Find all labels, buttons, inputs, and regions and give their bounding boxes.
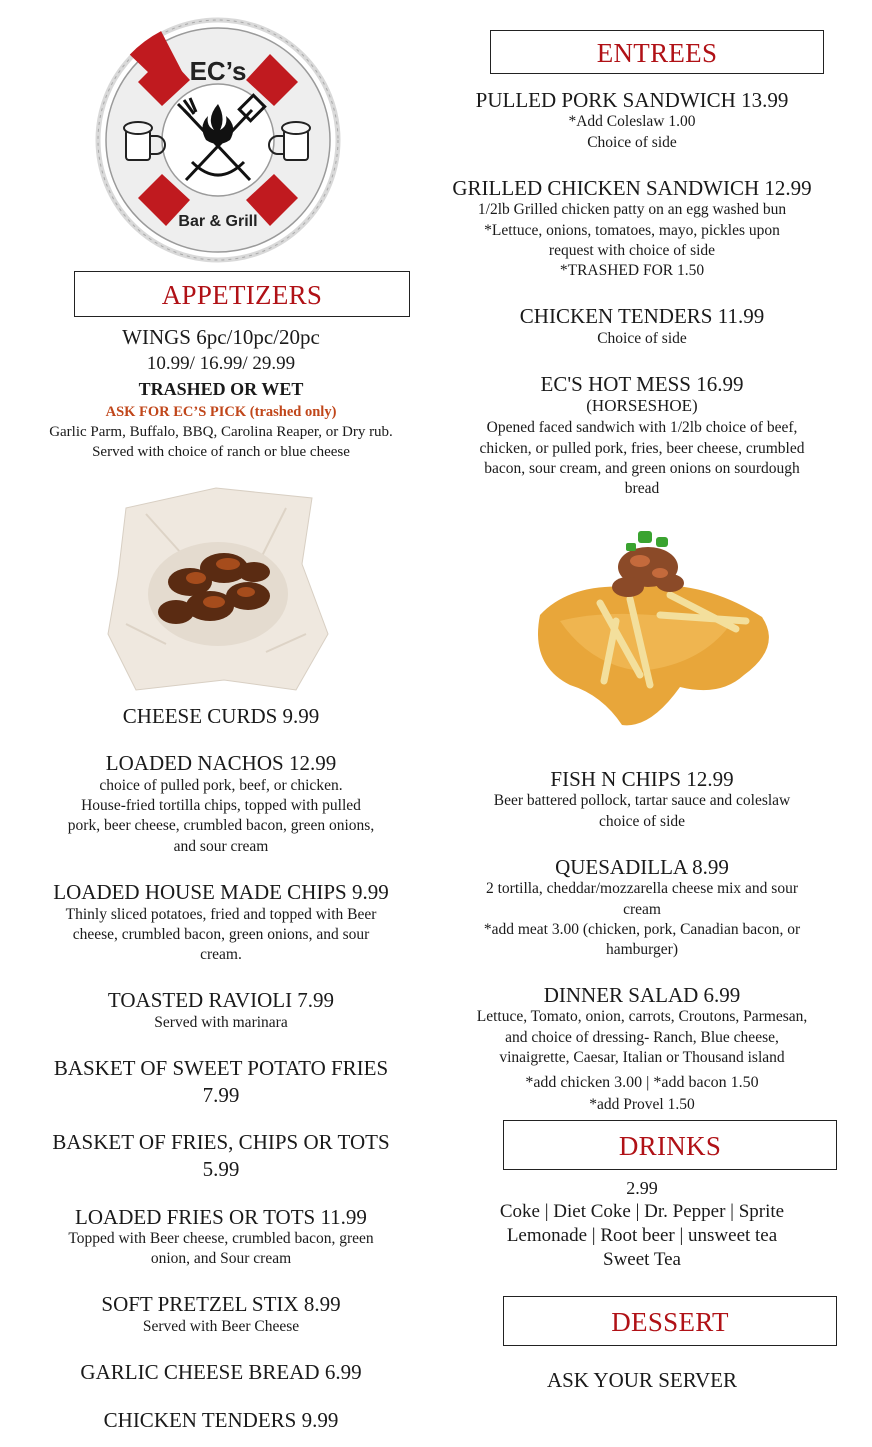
salad-addon: *add Provel 1.50: [589, 1096, 695, 1113]
drinks-heading: [503, 1120, 837, 1170]
dessert-text: ASK YOUR SERVER: [546, 1368, 738, 1392]
pulled-pork-title: PULLED PORK SANDWICH 13.99: [475, 88, 789, 112]
quesadilla-line: 2 tortilla, cheddar/mozzarella cheese mix and sour: [485, 880, 799, 897]
hot-mess-photo: [530, 525, 780, 735]
entree-tenders-desc: Choice of side: [597, 330, 687, 347]
drinks-line: Sweet Tea: [603, 1249, 681, 1270]
wings-flavors: Garlic Parm, Buffalo, BBQ, Carolina Reaper, or Dry rub.: [49, 424, 393, 440]
fish-line: Beer battered pollock, tartar sauce and coleslaw: [493, 792, 791, 809]
loaded-nachos-line: House-fried tortilla chips, topped with pulled: [81, 797, 361, 814]
loaded-nachos-line: pork, beer cheese, crumbled bacon, green onions,: [67, 817, 375, 834]
appetizer-tenders-title: CHICKEN TENDERS 9.99: [103, 1408, 339, 1432]
dessert-heading-text: DESSERT: [611, 1307, 729, 1337]
grilled-chicken-title: GRILLED CHICKEN SANDWICH 12.99: [452, 176, 812, 200]
grilled-chicken-line: *TRASHED FOR 1.50: [559, 262, 705, 279]
sweet-potato-price: 7.99: [202, 1083, 240, 1107]
hot-mess-line: Opened faced sandwich with 1/2lb choice of beef,: [486, 419, 798, 436]
garlic-bread-title: GARLIC CHEESE BREAD 6.99: [80, 1360, 362, 1384]
wings-prices: 10.99/ 16.99/ 29.99: [146, 353, 296, 374]
appetizers-heading-text: APPETIZERS: [161, 280, 323, 310]
grilled-chicken-line: *Lettuce, onions, tomatoes, mayo, pickles upon: [484, 222, 780, 239]
fries-basket-price: 5.99: [202, 1157, 240, 1181]
pulled-pork-line: Choice of side: [587, 134, 677, 151]
drinks-price: 2.99: [626, 1178, 658, 1198]
sweet-potato-title: BASKET OF SWEET POTATO FRIES: [53, 1056, 389, 1080]
dessert-heading: [503, 1296, 837, 1346]
pretzel-title: SOFT PRETZEL STIX 8.99: [101, 1292, 341, 1316]
loaded-nachos-line: and sour cream: [173, 838, 269, 855]
loaded-nachos-title: LOADED NACHOS 12.99: [105, 751, 337, 775]
entrees-heading-text: ENTREES: [596, 38, 718, 68]
logo-top-text: EC’s: [189, 56, 247, 86]
wings-served: Served with choice of ranch or blue cheese: [92, 444, 350, 460]
grilled-chicken-line: 1/2lb Grilled chicken patty on an egg washed bun: [477, 201, 787, 218]
salad-line: and choice of dressing- Ranch, Blue cheese,: [505, 1029, 779, 1046]
house-chips-line: cream.: [200, 946, 242, 963]
hot-mess-subtitle: (HORSESHOE): [586, 396, 698, 415]
quesadilla-line: cream: [623, 901, 661, 918]
quesadilla-line: hamburger): [605, 941, 679, 958]
ravioli-title: TOASTED RAVIOLI 7.99: [107, 988, 335, 1012]
salad-line: Lettuce, Tomato, onion, carrots, Croutons, Parmesan,: [476, 1008, 808, 1025]
wings-basket-photo: [106, 484, 330, 696]
logo-bottom-text: Bar & Grill: [178, 213, 258, 230]
house-chips-line: Thinly sliced potatoes, fried and topped with Beer: [65, 906, 377, 923]
cheese-curds-title: CHEESE CURDS 9.99: [122, 704, 320, 728]
house-chips-line: cheese, crumbled bacon, green onions, and sour: [72, 926, 370, 943]
salad-addon: *add chicken 3.00 | *add bacon 1.50: [525, 1074, 759, 1091]
entree-tenders-title: CHICKEN TENDERS 11.99: [519, 304, 765, 328]
drinks-line: Coke | Diet Coke | Dr. Pepper | Sprite: [499, 1201, 785, 1222]
drinks-line: Lemonade | Root beer | unsweet tea: [506, 1225, 778, 1246]
appetizers-column: [20, 0, 422, 1447]
fish-line: choice of side: [598, 813, 686, 830]
hot-mess-line: chicken, or pulled pork, fries, beer cheese, crumbled: [479, 440, 805, 457]
drinks-heading-text: DRINKS: [618, 1131, 722, 1161]
quesadilla-line: *add meat 3.00 (chicken, pork, Canadian bacon, or: [483, 921, 801, 938]
wings-title: WINGS 6pc/10pc/20pc: [122, 325, 320, 349]
salad-line: vinaigrette, Caesar, Italian or Thousand island: [499, 1049, 785, 1066]
quesadilla-title: QUESADILLA 8.99: [555, 855, 729, 879]
wings-ecs-pick: ASK FOR EC’S PICK (trashed only): [105, 404, 337, 420]
ravioli-desc: Served with marinara: [154, 1014, 288, 1031]
loaded-fries-line: Topped with Beer cheese, crumbled bacon, green: [68, 1230, 374, 1247]
loaded-fries-line: onion, and Sour cream: [150, 1250, 292, 1267]
loaded-nachos-line: choice of pulled pork, beef, or chicken.: [99, 777, 343, 794]
wings-style: TRASHED OR WET: [138, 379, 304, 399]
fries-basket-title: BASKET OF FRIES, CHIPS OR TOTS: [52, 1130, 390, 1154]
hot-mess-line: bread: [624, 480, 660, 497]
pretzel-desc: Served with Beer Cheese: [142, 1318, 300, 1335]
hot-mess-line: bacon, sour cream, and green onions on sourdough: [484, 460, 800, 477]
hot-mess-title: EC'S HOT MESS 16.99: [540, 372, 744, 396]
salad-title: DINNER SALAD 6.99: [543, 983, 741, 1007]
grilled-chicken-line: request with choice of side: [548, 242, 716, 259]
loaded-fries-title: LOADED FRIES OR TOTS 11.99: [75, 1205, 367, 1229]
pulled-pork-line: *Add Coleslaw 1.00: [568, 113, 696, 130]
house-chips-title: LOADED HOUSE MADE CHIPS 9.99: [53, 880, 389, 904]
fish-title: FISH N CHIPS 12.99: [550, 767, 734, 791]
